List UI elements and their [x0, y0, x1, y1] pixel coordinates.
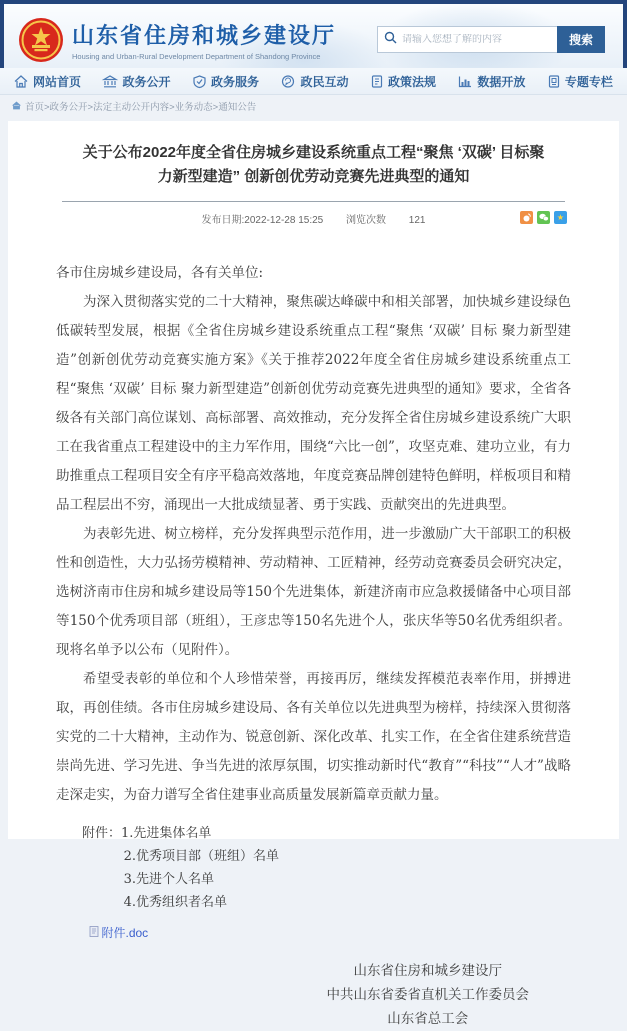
title-divider	[62, 201, 565, 202]
paragraph-2: 为表彰先进、树立榜样，充分发挥典型示范作用，进一步激励广大干部职工的积极性和创造性，大力弘扬劳模精神、劳动精神、工匠精神，经劳动竞赛委员会研究决定，选树济南市住房和城乡建设局等150个先进集体，新建济南市应急救援储备中心项目部等150个优秀项目部（班组），王彦忠等150名先进个人，张庆华等50名优秀组织者。现将名单予以公布（见附件）。	[56, 526, 571, 658]
nav-item-data[interactable]: 数据开放	[458, 73, 525, 90]
article-title: 关于公布2022年度全省住房城乡建设系统重点工程“聚焦 ‘双碳’ 目标聚力新型建造” 创新创优劳动竞赛先进典型的通知	[82, 144, 545, 185]
breadcrumb-path[interactable]: 首页>政务公开>法定主动公开内容>业务动态>通知公告	[25, 102, 257, 113]
national-emblem	[18, 17, 64, 63]
data-chart-icon	[458, 75, 472, 88]
nav-item-special-column[interactable]: 专题专栏	[548, 73, 613, 90]
nav-item-gov-affairs[interactable]: 政务公开	[103, 73, 170, 90]
attachment-doc-link[interactable]: 附件.doc	[101, 926, 149, 940]
article-meta	[56, 211, 571, 227]
site-title: 山东省住房和城乡建设厅	[72, 23, 337, 48]
signature-line: 山东省住房和城乡建设厅	[353, 963, 502, 979]
paragraph-1: 为深入贯彻落实党的二十大精神，聚焦碳达峰碳中和相关部署，加快城乡建设绿色低碳转型发展，根据《全省住房城乡建设系统重点工程“聚焦 ‘双碳’ 目标 聚力新型建造”创新创优劳动竞赛实施方案》《关于推荐2022年度全省住房城乡建设系统重点工程“聚焦 ‘双碳’ 目标 聚力新型建造”创新创优劳动竞赛先进典型的通知》要求，全省各级各有关部门高位谋划、高标部署、高效推动，充分发挥全省住房城乡建设系统广大职工在我省重点工程建设中的主力军作用，围绕“六比一创”，攻坚克难、建功立业，有力助推重点工程项目安全有序平稳高效落地，年度竞赛品牌创建特色鲜明，样板项目和精品工程层出不穷，涌现出一大批成绩显著、勇于实践、贡献突出的先进典型。	[56, 294, 571, 513]
salutation: 各市住房城乡建设局，各有关单位:	[56, 265, 264, 281]
attachment-item: 1.先进集体名单	[121, 826, 212, 841]
attachments-block	[56, 822, 571, 945]
paragraph-3: 希望受表彰的单位和个人珍惜荣誉，再接再厉，继续发挥模范表率作用，拼搏进取，再创佳绩。各市住房城乡建设局、各有关单位以先进典型为榜样，持续深入贯彻落实党的二十大精神，主动作为、锐意创新、深化改革、扎实工作，在全省住建系统营造崇尚先进、学习先进、争当先进的浓厚氛围，切实推动新时代“教育”“科技”“人才”战略走深走实，为奋力谱写全省住建事业高质量发展新篇章贡献力量。	[56, 671, 571, 803]
government-building-icon	[103, 75, 117, 88]
attachments-label: 附件：	[82, 826, 122, 841]
share-wechat-icon[interactable]	[537, 211, 550, 224]
shield-icon	[193, 75, 206, 88]
views-count: 121	[408, 215, 426, 226]
search-input[interactable]	[402, 34, 557, 45]
article-content	[8, 121, 619, 1027]
policy-document-icon	[371, 75, 383, 88]
search-button[interactable]: 搜索	[557, 26, 605, 53]
search-icon	[378, 31, 402, 49]
views-label: 浏览次数	[346, 215, 387, 226]
main-nav	[0, 68, 627, 95]
attachment-item: 2.优秀项目部（班组）名单	[123, 849, 279, 864]
nav-item-gov-services[interactable]: 政务服务	[193, 73, 259, 90]
nav-item-policy[interactable]: 政策法规	[371, 73, 436, 90]
site-subtitle: Housing and Urban-Rural Development Department of Shandong Province	[72, 52, 321, 61]
signature-line: 中共山东省委省直机关工作委员会	[326, 987, 529, 1003]
signature-block	[327, 959, 530, 1031]
breadcrumb	[0, 95, 627, 117]
special-column-icon	[548, 75, 560, 88]
attachment-item: 4.优秀组织者名单	[123, 895, 227, 910]
nav-item-home[interactable]: 网站首页	[14, 73, 81, 90]
share-weibo-icon[interactable]	[520, 211, 533, 224]
share-qzone-icon[interactable]: ★	[554, 211, 567, 224]
interaction-chat-icon	[281, 75, 295, 88]
site-search	[377, 26, 605, 53]
site-header	[0, 4, 627, 68]
breadcrumb-home-icon	[12, 97, 21, 115]
share-buttons	[520, 211, 567, 224]
signature-line: 山东省总工会	[387, 1011, 469, 1027]
publish-date: 发布日期:2022-12-28 15:25	[201, 215, 324, 226]
home-icon	[14, 75, 28, 88]
doc-file-icon	[89, 922, 99, 945]
attachment-item: 3.先进个人名单	[123, 872, 214, 887]
nav-item-interaction[interactable]: 政民互动	[281, 73, 348, 90]
article-body	[56, 259, 571, 810]
